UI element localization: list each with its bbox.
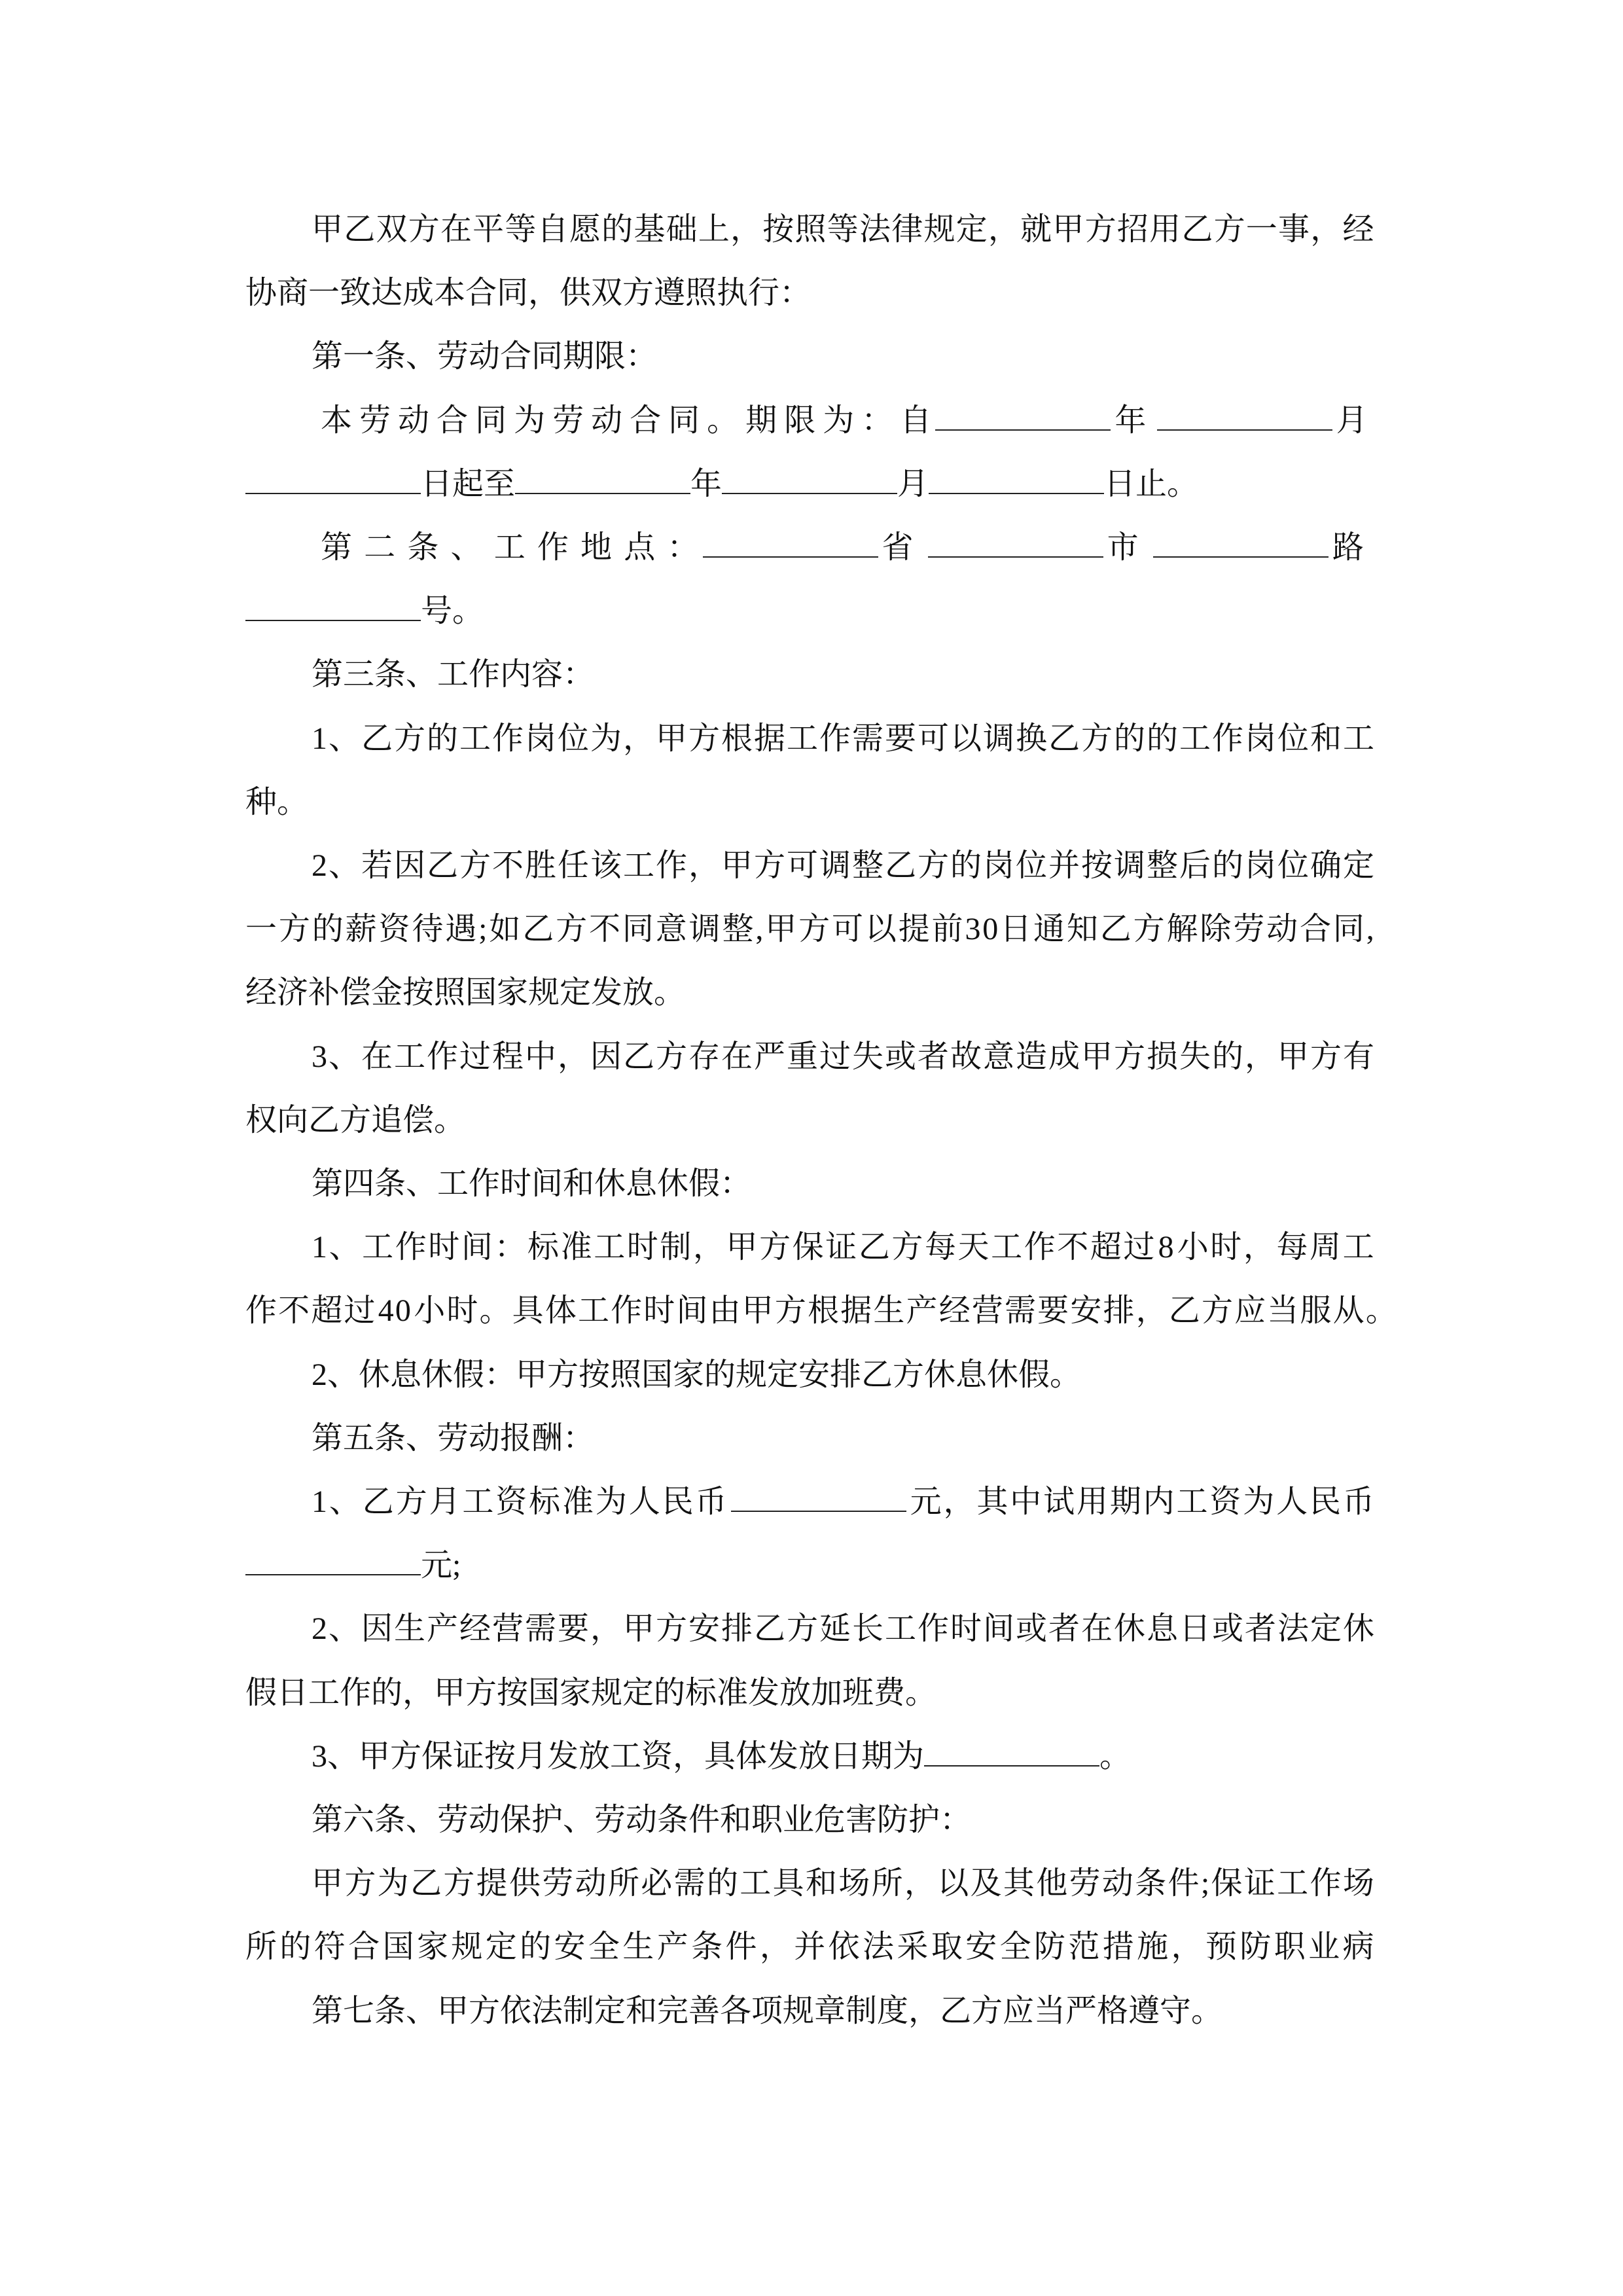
text-segment: 元 ， 其 中 试 用 期 内 工 资 为 人 民 币 <box>910 1484 1374 1519</box>
fill-in-blank[interactable] <box>245 464 421 494</box>
document-line <box>312 1416 1374 1462</box>
text-segment: 所 的 符 合 国 家 规 定 的 安 全 生 产 条 件 ， 并 依 法 采 取 安 全 防 范 措 施 ， 预 防 职 业 病 <box>245 1929 1374 1964</box>
text-segment: 第五条、劳动报酬： <box>312 1421 595 1456</box>
text-segment: 元; <box>421 1548 461 1583</box>
text-segment: 2 、 因 生 产 经 营 需 要 ， 甲 方 安 排 乙 方 延 长 工 作 时 间 或 者 在 休 息 日 或 者 法 定 休 <box>312 1611 1374 1646</box>
text-segment: 2 、 若 因 乙 方 不 胜 任 该 工 作 ， 甲 方 可 调 整 乙 方 的 岗 位 并 按 调 整 后 的 岗 位 确 定 <box>312 848 1374 883</box>
text-segment: 甲 乙 双 方 在 平 等 自 愿 的 基 础 上 ， 按 照 等 法 律 规 定 ， 就 甲 方 招 用 乙 方 一 事 ， 经 <box>312 212 1374 247</box>
text-segment: 第七条、甲方依法制定和完善各项规章制度，乙方应当严格遵守。 <box>312 1994 1223 2028</box>
document-line <box>312 334 1374 380</box>
text-segment: 年 <box>1115 403 1147 438</box>
text-segment: 2、休息休假：甲方按照国家的规定安排乙方休息休假。 <box>312 1357 1082 1392</box>
text-segment: 种。 <box>245 785 309 819</box>
text-segment: 省 <box>882 530 914 565</box>
fill-in-blank[interactable] <box>245 1545 421 1575</box>
text-segment: 1 、 工 作 时 间 ： 标 准 工 时 制 ， 甲 方 保 证 乙 方 每 天 工 作 不 超 过 8 小 时 ， 每 周 工 <box>312 1230 1374 1265</box>
document-line <box>245 1098 1374 1143</box>
text-segment: 第六条、劳动保护、劳动条件和职业危害防护： <box>312 1803 972 1837</box>
text-segment: 。 <box>1099 1739 1132 1774</box>
text-segment: 第三条、工作内容： <box>312 657 595 692</box>
text-segment: 1 、 乙 方 的 工 作 岗 位 为 ， 甲 方 根 据 工 作 需 要 可 以 调 换 乙 方 的 的 工 作 岗 位 和 工 <box>312 721 1374 756</box>
document-line <box>312 1479 1374 1525</box>
text-segment: 3、甲方保证按月发放工资，具体发放日期为 <box>312 1739 925 1774</box>
text-segment: 年 <box>690 467 722 501</box>
text-segment: 第 二 条 、 工 作 地 点 ： <box>321 530 699 565</box>
text-segment: 一 方 的 薪 资 待 遇 ; 如 乙 方 不 同 意 调 整 , 甲 方 可 以 提 前 3 0 日 通 知 乙 方 解 除 劳 动 合 同 , <box>245 912 1374 946</box>
fill-in-blank[interactable] <box>722 464 897 494</box>
text-segment: 3 、 在 工 作 过 程 中 ， 因 乙 方 存 在 严 重 过 失 或 者 故 意 造 成 甲 方 损 失 的 ， 甲 方 有 <box>312 1039 1374 1074</box>
fill-in-blank[interactable] <box>929 464 1104 494</box>
text-segment: 权向乙方追偿。 <box>245 1103 466 1138</box>
text-segment: 第一条、劳动合同期限： <box>312 339 658 374</box>
document-line <box>312 843 1374 889</box>
fill-in-blank[interactable] <box>928 528 1103 558</box>
document-line <box>245 1288 1397 1334</box>
fill-in-blank[interactable] <box>935 401 1111 431</box>
fill-in-blank[interactable] <box>731 1482 906 1512</box>
document-line <box>321 398 1374 444</box>
text-segment: 月 <box>1336 403 1368 438</box>
fill-in-blank[interactable] <box>245 591 421 621</box>
document-line <box>245 270 1374 316</box>
document-line <box>312 652 1374 698</box>
document-line <box>312 1734 1374 1780</box>
text-segment: 第四条、工作时间和休息休假： <box>312 1166 752 1201</box>
fill-in-blank[interactable] <box>924 1736 1099 1767</box>
document-line <box>245 1670 1374 1716</box>
text-segment: 经济补偿金按照国家规定发放。 <box>245 975 686 1010</box>
document-line <box>245 906 1374 952</box>
fill-in-blank[interactable] <box>1157 401 1332 431</box>
document-line <box>321 525 1374 571</box>
text-segment: 市 <box>1107 530 1139 565</box>
document-line <box>312 1988 1374 2034</box>
text-segment: 1 、 乙 方 月 工 资 标 准 为 人 民 币 <box>312 1484 727 1519</box>
document-line <box>312 1861 1374 1907</box>
document-line <box>312 1797 1374 1843</box>
text-segment: 协商一致达成本合同，供双方遵照执行： <box>245 276 812 310</box>
fill-in-blank[interactable] <box>703 528 878 558</box>
text-segment: 号。 <box>421 594 484 628</box>
document-line <box>312 716 1374 762</box>
fill-in-blank[interactable] <box>515 464 690 494</box>
text-segment: 日止。 <box>1104 467 1199 501</box>
text-segment: 日起至 <box>421 467 516 501</box>
fill-in-blank[interactable] <box>1153 528 1329 558</box>
document-line <box>245 1924 1374 1970</box>
document-line <box>245 780 1374 825</box>
text-segment: 甲 方 为 乙 方 提 供 劳 动 所 必 需 的 工 具 和 场 所 ， 以 及 其 他 劳 动 条 件 ; 保 证 工 作 场 <box>312 1866 1374 1901</box>
text-segment: 作 不 超 过 4 0 小 时 。 具 体 工 作 时 间 由 甲 方 根 据 生 产 经 营 需 要 安 排 ， 乙 方 应 当 服 从 。 <box>245 1293 1397 1328</box>
document-line <box>312 1352 1374 1398</box>
text-segment: 月 <box>897 467 929 501</box>
text-segment: 本 劳 动 合 同 为 劳 动 合 同 。 期 限 为 ： 自 <box>321 403 932 438</box>
document-line <box>312 1606 1374 1652</box>
text-segment: 路 <box>1332 530 1364 565</box>
document-line <box>245 588 1374 634</box>
document-line <box>312 207 1374 253</box>
document-line <box>312 1034 1374 1080</box>
document-line <box>312 1225 1374 1270</box>
document-line <box>312 1161 1374 1207</box>
document-line <box>245 970 1374 1016</box>
document-line <box>245 1543 1374 1588</box>
text-segment: 假日工作的，甲方按国家规定的标准发放加班费。 <box>245 1676 937 1710</box>
document-line <box>245 461 1374 507</box>
